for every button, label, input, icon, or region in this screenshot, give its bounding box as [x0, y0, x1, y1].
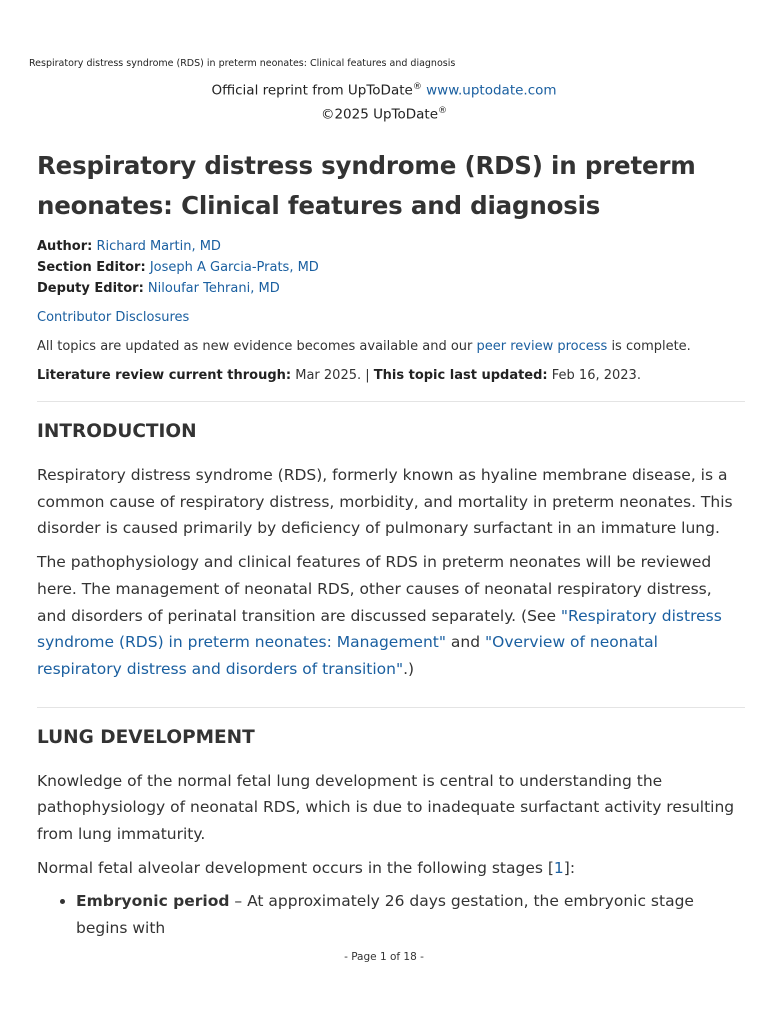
disclosures-row	[37, 307, 745, 328]
reprint-prefix: Official reprint from UpToDate	[211, 82, 413, 99]
lung-p2-after: ]:	[563, 858, 576, 877]
reprint-line	[0, 77, 768, 101]
update-notice	[37, 336, 745, 357]
reprint-notice	[0, 77, 768, 124]
section-editor-link[interactable]: Joseph A Garcia-Prats, MD	[149, 260, 319, 275]
registered-mark-2: ®	[438, 105, 448, 116]
author-row	[37, 236, 745, 257]
lit-review-value: Mar 2025. |	[291, 368, 374, 383]
page-header-title: Respiratory distress syndrome (RDS) in preterm neonates: Clinical features and diagnosis	[29, 58, 456, 69]
last-updated-label: This topic last updated:	[373, 368, 548, 383]
deputy-editor-link[interactable]: Niloufar Tehrani, MD	[147, 281, 280, 296]
contributor-disclosures-link[interactable]: Contributor Disclosures	[37, 310, 190, 325]
lit-review-label: Literature review current through:	[37, 368, 292, 383]
author-label: Author:	[37, 239, 93, 254]
literature-review-row	[37, 365, 745, 386]
lung-paragraph-2	[37, 855, 745, 882]
rds-management-link[interactable]: "Respiratory distress syndrome (RDS) in preterm neonates: Management"	[37, 606, 722, 652]
stage-description: – At approximately 26 days gestation, the embryonic stage begins with	[76, 892, 694, 938]
editorial-info	[37, 236, 745, 299]
peer-review-link[interactable]: peer review process	[476, 339, 608, 354]
deputy-editor-row	[37, 278, 745, 299]
intro-p2-mid: and	[446, 633, 486, 652]
divider	[37, 707, 745, 708]
copyright-text: ©2025 UpToDate	[320, 106, 439, 122]
lung-p2-before: Normal fetal alveolar development occurs in the following stages [	[37, 858, 554, 877]
reference-link-1[interactable]: 1	[553, 858, 564, 877]
intro-paragraph-2	[37, 549, 745, 683]
section-editor-label: Section Editor:	[37, 260, 146, 275]
topic-title: Respiratory distress syndrome (RDS) in preterm neonates: Clinical features and diagnosis	[37, 151, 696, 220]
stage-list	[37, 888, 745, 941]
intro-p2-before: The pathophysiology and clinical features of RDS in preterm neonates will be reviewed here. The management of neonatal RDS, other causes of neonatal respiratory distress, and disorders of perinatal transition are discussed separately. (See	[37, 553, 712, 625]
copyright-line	[0, 101, 768, 125]
intro-paragraph-1: Respiratory distress syndrome (RDS), formerly known as hyaline membrane disease, is a common cause of respiratory distress, morbidity, and mortality in preterm neonates. This disorder is caused primarily by deficiency of pulmonary surfactant in an immature lung.	[37, 466, 733, 538]
section-editor-row	[37, 257, 745, 278]
topic-content	[37, 146, 745, 942]
registered-mark: ®	[412, 82, 422, 92]
deputy-editor-label: Deputy Editor:	[37, 281, 144, 296]
intro-p2-after: .)	[403, 659, 415, 678]
update-notice-after: is complete.	[607, 339, 691, 354]
divider	[37, 401, 745, 402]
lung-paragraph-1: Knowledge of the normal fetal lung development is central to understanding the pathophysiology of neonatal RDS, which is due to inadequate surfactant activity resulting from lung immaturity.	[37, 771, 735, 844]
last-updated-value: Feb 16, 2023.	[547, 368, 641, 383]
page-footer: - Page 1 of 18 -	[344, 951, 424, 963]
uptodate-link[interactable]: www.uptodate.com	[426, 82, 557, 99]
section-heading-lung-development: LUNG DEVELOPMENT	[37, 726, 255, 748]
update-notice-before: All topics are updated as new evidence becomes available and our	[37, 339, 477, 354]
neonatal-distress-overview-link[interactable]: "Overview of neonatal respiratory distress and disorders of transition"	[37, 633, 658, 678]
list-item	[76, 888, 745, 941]
stage-name: Embryonic period	[76, 892, 230, 911]
author-link[interactable]: Richard Martin, MD	[96, 239, 221, 254]
section-heading-introduction: INTRODUCTION	[37, 421, 197, 442]
